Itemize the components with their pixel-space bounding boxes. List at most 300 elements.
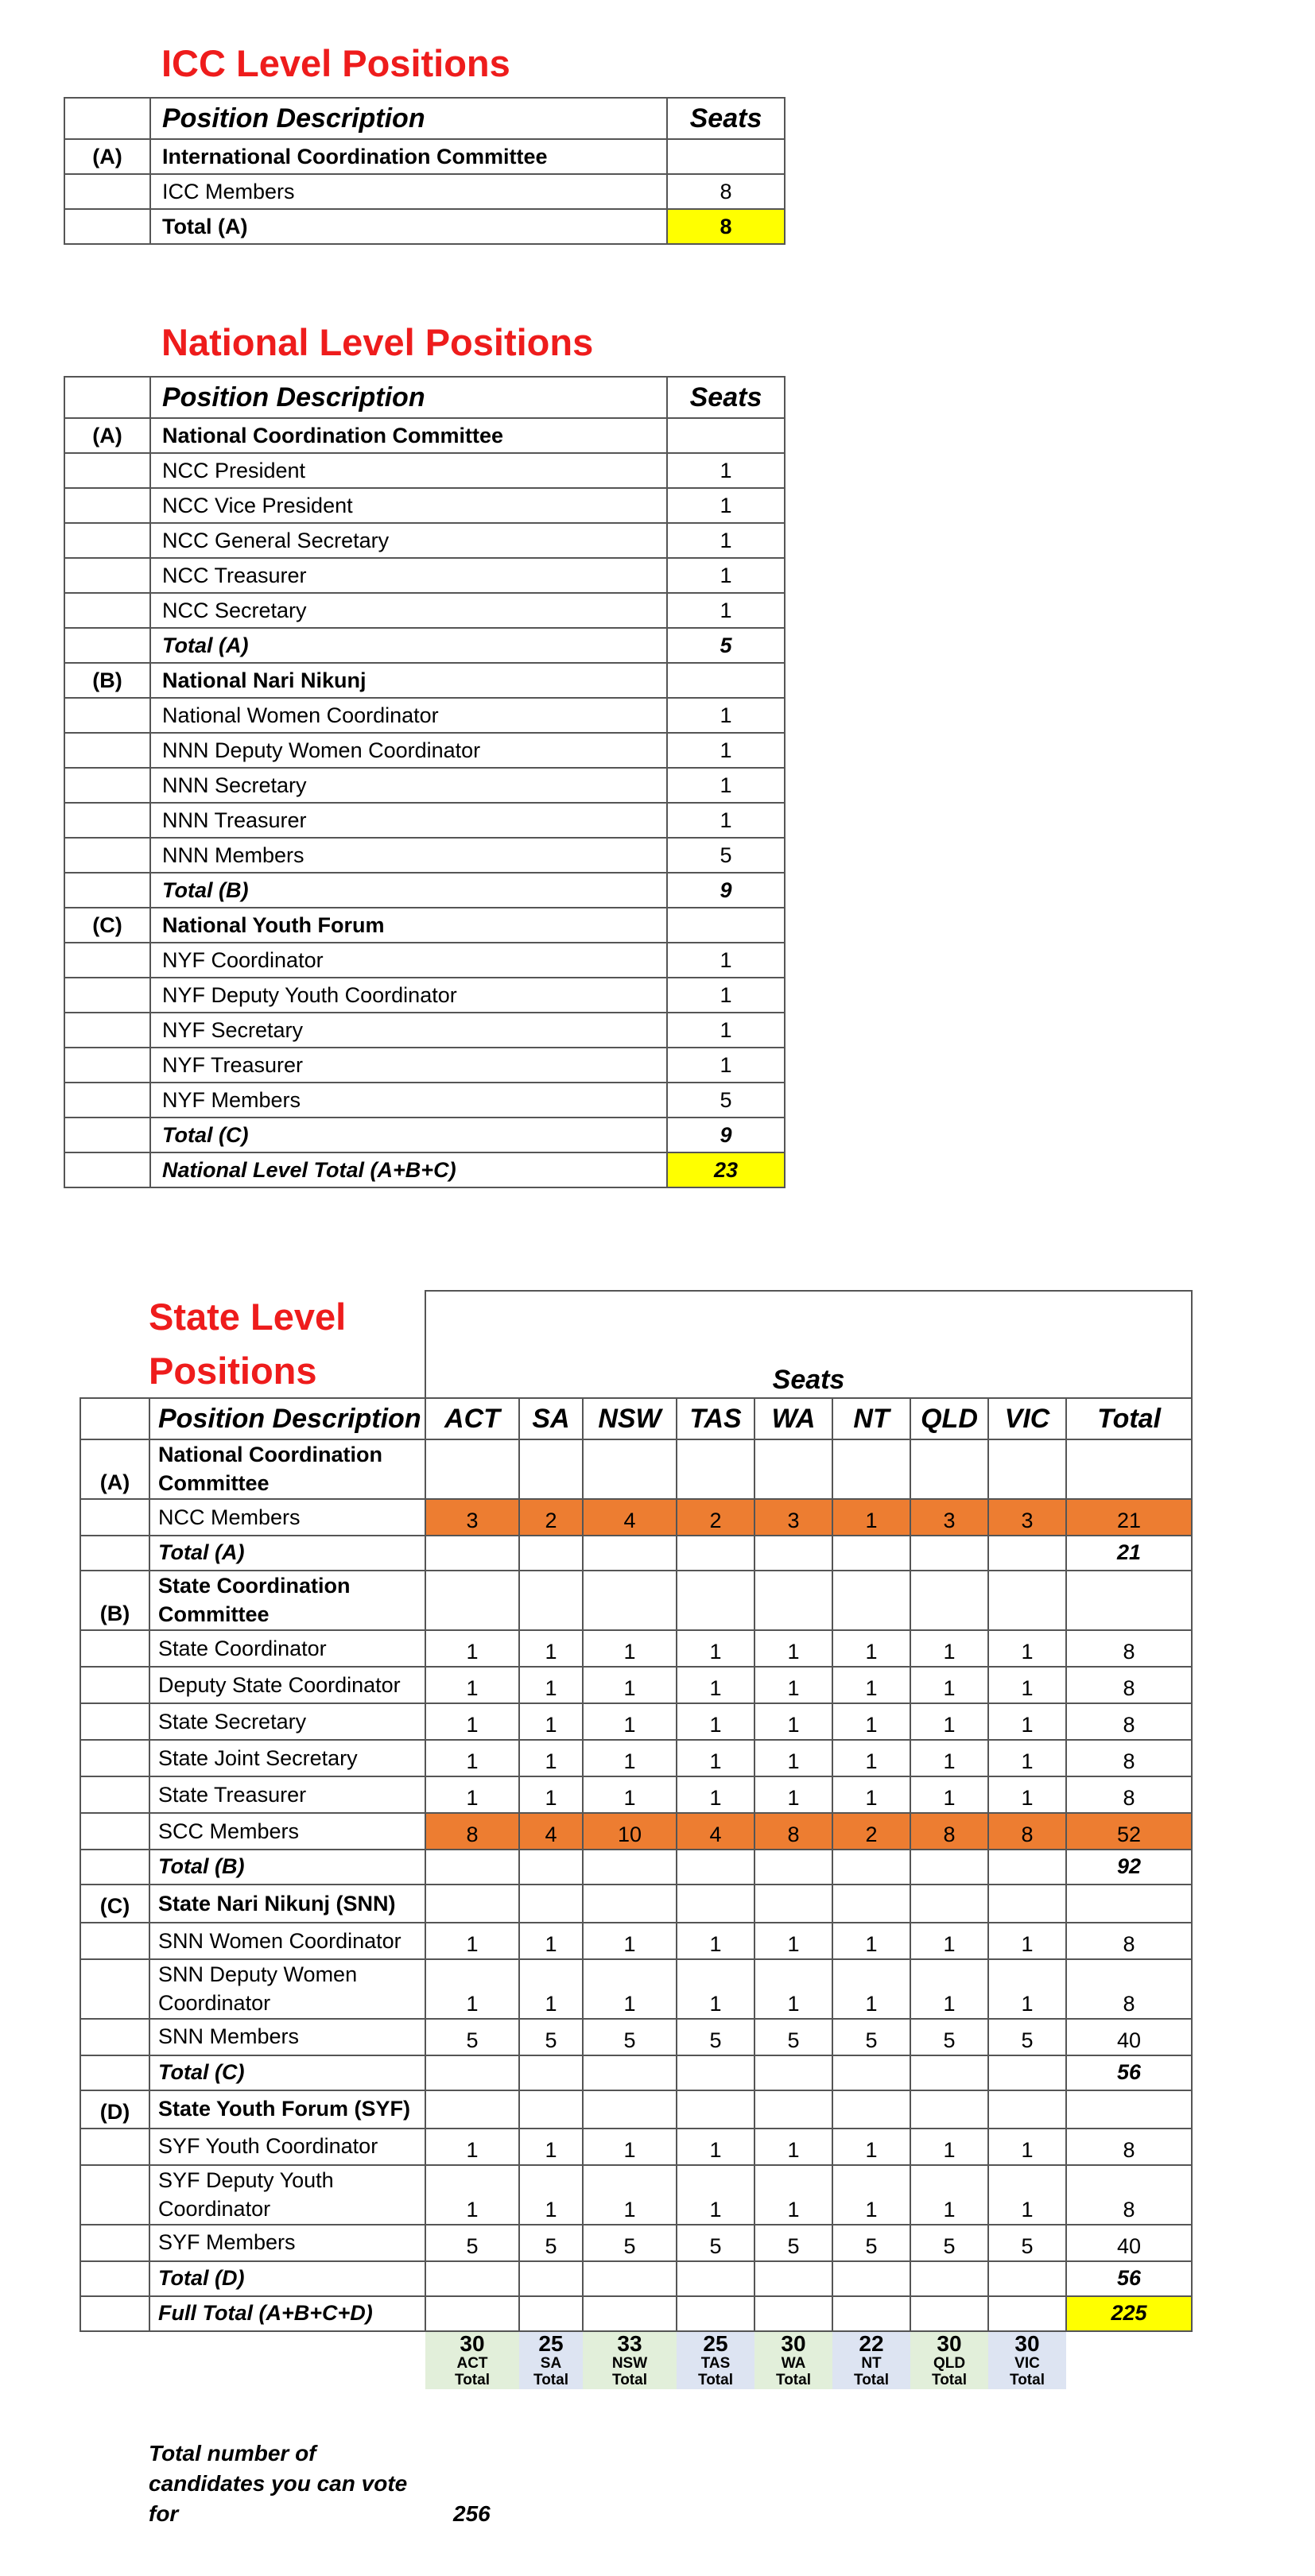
seat-count-vic: 1 [988, 1959, 1066, 2019]
position-description: State Treasurer [149, 1776, 425, 1813]
state-total-act [425, 2331, 519, 2390]
header-col-nsw: NSW [583, 1398, 677, 1439]
position-description: NCC Vice President [150, 488, 667, 523]
position-description: State Coordinator [149, 1630, 425, 1667]
seat-count-total: 40 [1066, 2225, 1192, 2261]
empty-cell [64, 1152, 150, 1187]
empty-cell [80, 2225, 149, 2261]
total-value: 9 [667, 873, 785, 908]
table-row [64, 978, 785, 1013]
total-label: Total (C) [149, 2055, 425, 2090]
seat-count-nsw: 1 [583, 2165, 677, 2225]
header-col-sa: SA [519, 1398, 583, 1439]
seat-count-tas: 1 [677, 1667, 754, 1703]
empty-cell [988, 2261, 1066, 2296]
empty-cell [583, 1571, 677, 1630]
table-row [64, 593, 785, 628]
seats-value: 1 [667, 558, 785, 593]
seat-count-vic: 1 [988, 1630, 1066, 1667]
empty-cell [64, 943, 150, 978]
state-total-sub: Total [1010, 2372, 1045, 2389]
position-description: SYF Members [149, 2225, 425, 2261]
position-description: NYF Coordinator [150, 943, 667, 978]
seat-count-wa: 1 [754, 1776, 832, 1813]
total-row [80, 2261, 1192, 2296]
header-col-act: ACT [425, 1398, 519, 1439]
empty-cell [1066, 2331, 1192, 2390]
empty-cell [519, 2296, 583, 2331]
total-value: 92 [1066, 1850, 1192, 1885]
seat-count-qld: 1 [910, 1667, 988, 1703]
empty-cell [832, 1571, 910, 1630]
position-description: SCC Members [149, 1813, 425, 1850]
seat-count-wa: 1 [754, 2165, 832, 2225]
seat-count-tas: 1 [677, 1776, 754, 1813]
empty-cell [754, 1571, 832, 1630]
empty-cell [64, 768, 150, 803]
seat-count-nsw: 1 [583, 1740, 677, 1776]
seat-count-act: 1 [425, 1703, 519, 1740]
seat-count-act: 1 [425, 1959, 519, 2019]
seat-count-total: 8 [1066, 1959, 1192, 2019]
seats-value: 1 [667, 698, 785, 733]
section-label: (A) [80, 1439, 149, 1499]
section-row [64, 663, 785, 698]
seat-count-sa: 5 [519, 2019, 583, 2055]
empty-cell [988, 1439, 1066, 1499]
empty-cell [80, 1667, 149, 1703]
table-row [64, 523, 785, 558]
grand-total-row [64, 1152, 785, 1187]
empty-cell [1066, 1439, 1192, 1499]
empty-cell [425, 1536, 519, 1571]
total-label: Total (B) [149, 1850, 425, 1885]
empty-cell [1066, 1885, 1192, 1923]
position-description: NNN Treasurer [150, 803, 667, 838]
seat-count-tas: 1 [677, 1923, 754, 1959]
state-total-label: TAS [700, 2355, 731, 2373]
header-col-vic: VIC [988, 1398, 1066, 1439]
empty-cell [832, 2261, 910, 2296]
empty-cell [425, 1885, 519, 1923]
state-total-label: VIC [1014, 2355, 1040, 2373]
seat-count-vic: 1 [988, 2165, 1066, 2225]
seat-count-wa: 1 [754, 1923, 832, 1959]
seat-count-qld: 1 [910, 1776, 988, 1813]
position-description: SNN Deputy Women Coordinator [149, 1959, 425, 2019]
empty-cell [832, 2090, 910, 2129]
position-description: NNN Members [150, 838, 667, 873]
seat-count-qld: 5 [910, 2019, 988, 2055]
section-row [80, 1885, 1192, 1923]
empty-cell [832, 2055, 910, 2090]
empty-cell [583, 1536, 677, 1571]
seat-count-nsw: 5 [583, 2225, 677, 2261]
empty-cell [425, 1571, 519, 1630]
full-total-value: 225 [1066, 2296, 1192, 2331]
position-description: NYF Members [150, 1083, 667, 1118]
state-total-value: 25 [538, 2330, 564, 2356]
state-total-sub: Total [533, 2372, 568, 2389]
table-row [64, 768, 785, 803]
empty-cell [64, 698, 150, 733]
empty-cell [583, 1885, 677, 1923]
empty-cell [80, 1630, 149, 1667]
seat-count-tas: 2 [677, 1499, 754, 1536]
position-description: NNN Secretary [150, 768, 667, 803]
total-value: 9 [667, 1118, 785, 1152]
empty-cell [425, 1850, 519, 1885]
position-description: Deputy State Coordinator [149, 1667, 425, 1703]
empty-cell [80, 2129, 149, 2165]
empty-cell [677, 2055, 754, 2090]
seat-count-nt: 1 [832, 1776, 910, 1813]
seats-value: 1 [667, 1013, 785, 1048]
table-row [80, 1630, 1192, 1667]
empty-cell [677, 2261, 754, 2296]
seat-count-wa: 1 [754, 1703, 832, 1740]
empty-cell [425, 2090, 519, 2129]
seat-count-qld: 1 [910, 1740, 988, 1776]
empty-cell [64, 628, 150, 663]
empty-cell [64, 209, 150, 244]
footer-line: Total number of [149, 2441, 316, 2466]
seat-count-act: 1 [425, 1923, 519, 1959]
empty-cell [667, 663, 785, 698]
seat-count-tas: 5 [677, 2019, 754, 2055]
seat-count-nsw: 10 [583, 1813, 677, 1850]
state-total-label: NT [861, 2355, 882, 2373]
empty-cell [754, 1439, 832, 1499]
seat-count-total: 8 [1066, 2165, 1192, 2225]
seat-count-sa: 1 [519, 1776, 583, 1813]
empty-cell [832, 1536, 910, 1571]
total-row [64, 873, 785, 908]
state-total-sub: Total [455, 2372, 490, 2389]
header-seats: Seats [667, 98, 785, 139]
position-description: NCC Treasurer [150, 558, 667, 593]
seat-count-wa: 3 [754, 1499, 832, 1536]
state-total-label: QLD [933, 2355, 966, 2373]
state-total-value: 30 [781, 2330, 806, 2356]
empty-cell [754, 2261, 832, 2296]
total-value: 56 [1066, 2261, 1192, 2296]
empty-cell [754, 2296, 832, 2331]
seats-value: 1 [667, 733, 785, 768]
seat-count-wa: 1 [754, 2129, 832, 2165]
empty-cell [80, 1776, 149, 1813]
seat-count-nsw: 1 [583, 2129, 677, 2165]
header-col-tas: TAS [677, 1398, 754, 1439]
table-row [64, 1013, 785, 1048]
seats-value: 1 [667, 1048, 785, 1083]
empty-cell [425, 2296, 519, 2331]
empty-cell [832, 1885, 910, 1923]
seat-count-vic: 1 [988, 1923, 1066, 1959]
empty-cell [519, 2261, 583, 2296]
empty-cell [149, 1291, 425, 1398]
position-description: NCC General Secretary [150, 523, 667, 558]
table-row [80, 1703, 1192, 1740]
footer-line: candidates you can vote [149, 2470, 408, 2496]
seat-count-nt: 1 [832, 1959, 910, 2019]
state-total-wa [754, 2331, 832, 2390]
seat-count-tas: 1 [677, 1740, 754, 1776]
table-row [80, 1923, 1192, 1959]
seat-count-sa: 2 [519, 1499, 583, 1536]
seat-count-nt: 1 [832, 1740, 910, 1776]
seat-count-qld: 3 [910, 1499, 988, 1536]
empty-cell [583, 1850, 677, 1885]
position-description: State Secretary [149, 1703, 425, 1740]
seat-count-act: 1 [425, 1667, 519, 1703]
seat-count-sa: 5 [519, 2225, 583, 2261]
seat-count-sa: 1 [519, 1703, 583, 1740]
seat-count-nsw: 1 [583, 1776, 677, 1813]
position-description: NCC President [150, 453, 667, 488]
state-total-sub: Total [776, 2372, 811, 2389]
state-total-vic [988, 2331, 1066, 2390]
icc-title: ICC Level Positions [161, 42, 510, 84]
state-total-value: 30 [460, 2330, 485, 2356]
empty-cell [425, 2055, 519, 2090]
empty-cell [988, 2090, 1066, 2129]
state-total-nt [832, 2331, 910, 2390]
empty-cell [64, 523, 150, 558]
empty-cell [80, 1536, 149, 1571]
empty-cell [988, 1571, 1066, 1630]
seat-count-vic: 5 [988, 2225, 1066, 2261]
header-label-cell [64, 98, 150, 139]
position-description: State Joint Secretary [149, 1740, 425, 1776]
seat-count-total: 8 [1066, 1776, 1192, 1813]
state-totals-row [80, 2331, 1192, 2390]
empty-cell [64, 978, 150, 1013]
footer-note [149, 2438, 407, 2528]
empty-cell [677, 1885, 754, 1923]
empty-cell [754, 1536, 832, 1571]
seat-count-nt: 1 [832, 1667, 910, 1703]
section-row [64, 908, 785, 943]
table-row [80, 1959, 1192, 2019]
seat-count-vic: 1 [988, 1776, 1066, 1813]
section-label: (A) [64, 418, 150, 453]
position-description: SYF Deputy Youth Coordinator [149, 2165, 425, 2225]
empty-cell [64, 873, 150, 908]
table-row [64, 1083, 785, 1118]
empty-cell [519, 1571, 583, 1630]
section-label: (D) [80, 2090, 149, 2129]
empty-cell [80, 1499, 149, 1536]
header-col-total: Total [1066, 1398, 1192, 1439]
section-title: National Coordination Committee [149, 1439, 425, 1499]
table-row [64, 803, 785, 838]
section-label: (A) [64, 139, 150, 174]
empty-cell [519, 1439, 583, 1499]
empty-cell [677, 1439, 754, 1499]
empty-cell [754, 2055, 832, 2090]
seat-count-qld: 1 [910, 1959, 988, 2019]
empty-cell [80, 2055, 149, 2090]
state-total-tas [677, 2331, 754, 2390]
section-label: (C) [64, 908, 150, 943]
seat-count-act: 5 [425, 2225, 519, 2261]
table-row [80, 2225, 1192, 2261]
empty-cell [910, 2261, 988, 2296]
icc-table [64, 97, 786, 245]
position-description: NNN Deputy Women Coordinator [150, 733, 667, 768]
seat-count-sa: 1 [519, 2129, 583, 2165]
empty-cell [910, 2055, 988, 2090]
state-total-label: WA [781, 2355, 806, 2373]
section-title: State Coordination Committee [149, 1571, 425, 1630]
position-description: ICC Members [150, 174, 667, 209]
seat-count-act: 5 [425, 2019, 519, 2055]
total-value: 5 [667, 628, 785, 663]
seats-value: 5 [667, 838, 785, 873]
empty-cell [667, 139, 785, 174]
empty-cell [64, 838, 150, 873]
seat-count-total: 52 [1066, 1813, 1192, 1850]
seat-count-vic: 1 [988, 2129, 1066, 2165]
seat-count-nsw: 1 [583, 1630, 677, 1667]
section-row [80, 1571, 1192, 1630]
empty-cell [583, 2296, 677, 2331]
table-row [64, 733, 785, 768]
total-label: Total (D) [149, 2261, 425, 2296]
seat-count-total: 8 [1066, 1703, 1192, 1740]
section-title: International Coordination Committee [150, 139, 667, 174]
seat-count-sa: 1 [519, 2165, 583, 2225]
table-row [64, 453, 785, 488]
seat-count-total: 8 [1066, 1740, 1192, 1776]
total-row [64, 209, 785, 244]
empty-cell [988, 1885, 1066, 1923]
seat-count-vic: 1 [988, 1667, 1066, 1703]
seat-count-wa: 1 [754, 1959, 832, 2019]
seat-count-wa: 5 [754, 2225, 832, 2261]
seat-count-qld: 1 [910, 1703, 988, 1740]
empty-cell [677, 2296, 754, 2331]
section-title: National Nari Nikunj [150, 663, 667, 698]
total-value: 21 [1066, 1536, 1192, 1571]
header-label-cell [64, 377, 150, 418]
seat-count-tas: 5 [677, 2225, 754, 2261]
seats-value: 1 [667, 488, 785, 523]
state-total-sub: Total [612, 2372, 647, 2389]
state-total-value: 30 [937, 2330, 962, 2356]
empty-cell [64, 558, 150, 593]
total-label: Total (A) [150, 209, 667, 244]
empty-cell [425, 1439, 519, 1499]
seats-value: 8 [667, 174, 785, 209]
empty-cell [64, 1048, 150, 1083]
section-label: (B) [80, 1571, 149, 1630]
empty-cell [64, 1013, 150, 1048]
seat-count-nsw: 4 [583, 1499, 677, 1536]
section-label: (B) [64, 663, 150, 698]
state-total-label: NSW [611, 2355, 648, 2373]
seat-count-sa: 1 [519, 1630, 583, 1667]
empty-cell [754, 1850, 832, 1885]
seat-count-act: 8 [425, 1813, 519, 1850]
seats-value: 1 [667, 453, 785, 488]
section-row [64, 418, 785, 453]
seat-count-qld: 1 [910, 2165, 988, 2225]
position-description: SNN Members [149, 2019, 425, 2055]
seat-count-nt: 2 [832, 1813, 910, 1850]
seat-count-tas: 1 [677, 1703, 754, 1740]
empty-cell [754, 2090, 832, 2129]
seat-count-nt: 5 [832, 2225, 910, 2261]
seat-count-act: 1 [425, 1630, 519, 1667]
seat-count-sa: 1 [519, 1740, 583, 1776]
seat-count-qld: 5 [910, 2225, 988, 2261]
seats-group-header: Seats [425, 1291, 1192, 1398]
seat-count-nsw: 1 [583, 1703, 677, 1740]
empty-cell [677, 1571, 754, 1630]
empty-cell [988, 2055, 1066, 2090]
total-row [80, 1536, 1192, 1571]
total-row [64, 628, 785, 663]
table-row [80, 1776, 1192, 1813]
state-table [80, 1290, 1193, 2389]
state-total-qld [910, 2331, 988, 2390]
table-header-row [64, 377, 785, 418]
empty-cell [832, 1850, 910, 1885]
empty-cell [832, 1439, 910, 1499]
empty-cell [583, 2055, 677, 2090]
state-total-sa [519, 2331, 583, 2390]
seats-title-row [80, 1291, 1192, 1398]
table-row [64, 174, 785, 209]
seat-count-total: 8 [1066, 1923, 1192, 1959]
state-total-value: 22 [859, 2330, 884, 2356]
seat-count-nt: 5 [832, 2019, 910, 2055]
grand-total-label: National Level Total (A+B+C) [150, 1152, 667, 1187]
empty-cell [677, 1536, 754, 1571]
empty-cell [1066, 2090, 1192, 2129]
position-description: NYF Secretary [150, 1013, 667, 1048]
state-total-nsw [583, 2331, 677, 2390]
position-description: NYF Deputy Youth Coordinator [150, 978, 667, 1013]
position-description: SYF Youth Coordinator [149, 2129, 425, 2165]
seat-count-nsw: 5 [583, 2019, 677, 2055]
empty-cell [64, 453, 150, 488]
seat-count-nt: 1 [832, 1499, 910, 1536]
seat-count-vic: 8 [988, 1813, 1066, 1850]
seat-count-nt: 1 [832, 2129, 910, 2165]
full-total-label: Full Total (A+B+C+D) [149, 2296, 425, 2331]
empty-cell [910, 1536, 988, 1571]
section-title: State Youth Forum (SYF) [149, 2090, 425, 2129]
seat-count-act: 1 [425, 1740, 519, 1776]
seat-count-nsw: 1 [583, 1959, 677, 2019]
table-row [64, 943, 785, 978]
seats-value: 1 [667, 593, 785, 628]
empty-cell [519, 1850, 583, 1885]
header-label-cell [80, 1398, 149, 1439]
position-description: NYF Treasurer [150, 1048, 667, 1083]
state-title-line1: State Level [149, 1296, 347, 1338]
header-col-qld: QLD [910, 1398, 988, 1439]
position-description: NCC Secretary [150, 593, 667, 628]
table-row [80, 1813, 1192, 1850]
seat-count-vic: 5 [988, 2019, 1066, 2055]
table-header-row [80, 1398, 1192, 1439]
empty-cell [80, 2165, 149, 2225]
seat-count-act: 1 [425, 1776, 519, 1813]
